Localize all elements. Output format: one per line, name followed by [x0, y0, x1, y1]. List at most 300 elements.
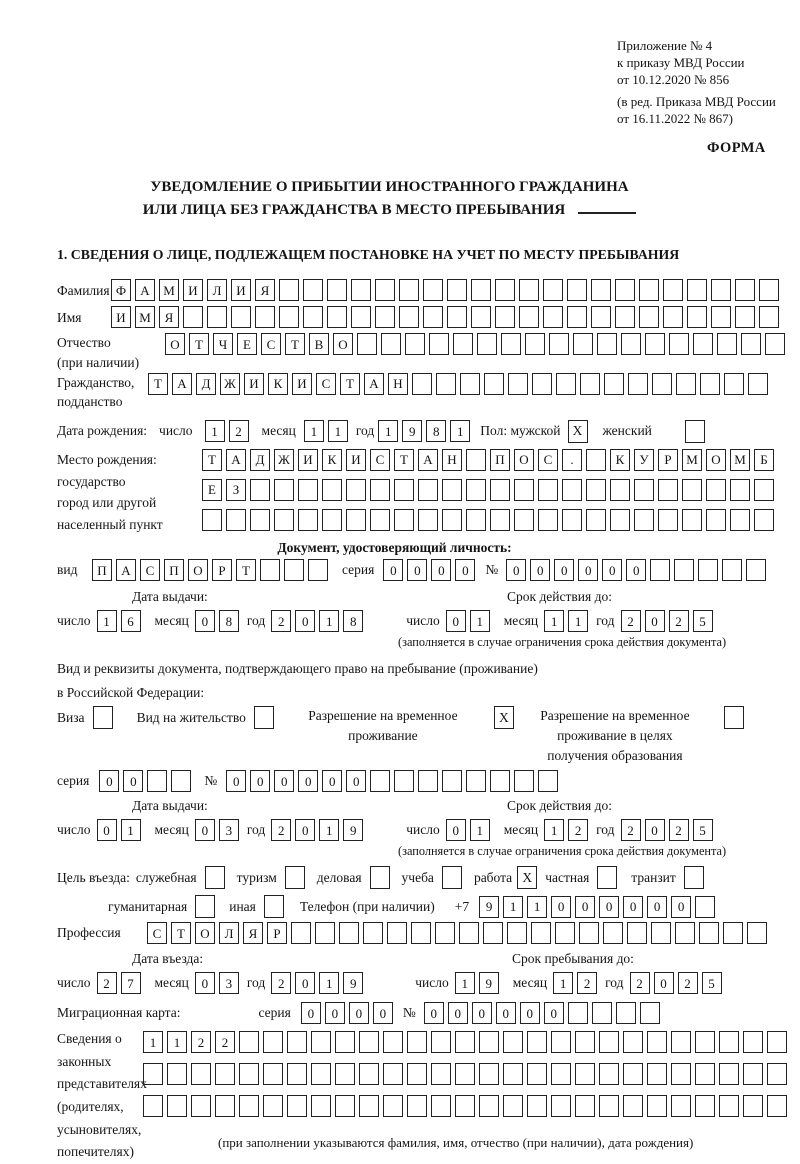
- char-box: 0: [431, 559, 451, 581]
- char-box: [682, 479, 702, 501]
- char-box: [647, 1063, 667, 1085]
- char-box: 7: [121, 972, 141, 994]
- char-box: [143, 1063, 163, 1085]
- char-box: [263, 1031, 283, 1053]
- migration-card-label: Миграционная карта:: [57, 1005, 181, 1021]
- name-label: Имя: [57, 309, 82, 325]
- char-box: [471, 279, 491, 301]
- char-box: [549, 333, 569, 355]
- char-box: 2: [621, 819, 641, 841]
- char-box: [315, 922, 335, 944]
- char-box: 1: [328, 420, 348, 442]
- name-boxes: [111, 306, 779, 328]
- char-box: [471, 306, 491, 328]
- char-box: [575, 1063, 595, 1085]
- doc-series-boxes: [383, 559, 475, 581]
- char-box: [287, 1031, 307, 1053]
- char-box: 0: [671, 896, 691, 918]
- char-box: [651, 922, 671, 944]
- citizenship-row: [57, 373, 792, 412]
- char-box: [730, 509, 750, 531]
- char-box: 2: [630, 972, 650, 994]
- char-box: [418, 770, 438, 792]
- char-box: [423, 279, 443, 301]
- char-box: [671, 1095, 691, 1117]
- char-box: [652, 373, 672, 395]
- char-box: [580, 373, 600, 395]
- birthplace-row: [57, 449, 792, 536]
- patronymic-label: Отчество (при наличии): [57, 335, 140, 371]
- char-box: [650, 559, 670, 581]
- char-box: Р: [267, 922, 287, 944]
- char-box: [202, 509, 222, 531]
- char-box: 1: [319, 610, 339, 632]
- char-box: 1: [143, 1031, 163, 1053]
- char-box: [717, 333, 737, 355]
- residence-dates-block: [57, 798, 792, 859]
- char-box: [381, 333, 401, 355]
- char-box: [706, 479, 726, 501]
- char-box: [615, 306, 635, 328]
- purpose-other: иная: [229, 895, 284, 918]
- char-box: 0: [448, 1002, 468, 1024]
- char-box: [538, 770, 558, 792]
- month-label: месяц: [261, 423, 296, 439]
- char-box: [191, 1063, 211, 1085]
- char-box: 0: [346, 770, 366, 792]
- char-box: 0: [274, 770, 294, 792]
- identity-dates-block: [57, 589, 792, 650]
- char-box: [567, 279, 587, 301]
- phone-label: Телефон (при наличии): [299, 898, 435, 914]
- char-box: [399, 279, 419, 301]
- char-box: [383, 1063, 403, 1085]
- char-box: [695, 1095, 715, 1117]
- char-box: [327, 306, 347, 328]
- appendix-line: Приложение № 4: [617, 38, 713, 53]
- char-box: [351, 306, 371, 328]
- char-box: [575, 1031, 595, 1053]
- char-box: 0: [301, 1002, 321, 1024]
- expiry-day-boxes: [446, 610, 490, 632]
- char-box: [551, 1031, 571, 1053]
- char-box: 0: [626, 559, 646, 581]
- appendix-line: к приказу МВД России: [617, 54, 745, 70]
- char-box: [466, 509, 486, 531]
- char-box: [592, 1002, 612, 1024]
- residence-intro: Вид и реквизиты документа, подтверждающего право на пребывание (проживание) в Российской Федерации:: [57, 661, 538, 700]
- char-box: А: [418, 449, 438, 471]
- char-box: [359, 1063, 379, 1085]
- char-box: 8: [343, 610, 363, 632]
- char-box: [351, 279, 371, 301]
- char-box: 0: [544, 1002, 564, 1024]
- guardians-row: [57, 1028, 792, 1164]
- char-box: [284, 559, 304, 581]
- char-box: [627, 922, 647, 944]
- char-box: Е: [237, 333, 257, 355]
- char-box: [407, 1063, 427, 1085]
- char-box: [436, 373, 456, 395]
- char-box: [562, 479, 582, 501]
- char-box: [370, 509, 390, 531]
- char-box: 1: [319, 819, 339, 841]
- char-box: [759, 306, 779, 328]
- char-box: [453, 333, 473, 355]
- char-box: [599, 1031, 619, 1053]
- char-box: 0: [97, 819, 117, 841]
- char-box: [527, 1063, 547, 1085]
- char-box: 5: [702, 972, 722, 994]
- char-box: [171, 770, 191, 792]
- option-edu-permit: Разрешение на временное проживание в целях получения образования: [526, 706, 744, 765]
- option-temp-permit: Разрешение на временное проживание X: [292, 706, 514, 745]
- char-box: [207, 306, 227, 328]
- char-box: [695, 1031, 715, 1053]
- char-box: [700, 373, 720, 395]
- char-box: [519, 306, 539, 328]
- char-box: [527, 1095, 547, 1117]
- char-box: [765, 333, 785, 355]
- migration-series-label: серия: [258, 1005, 291, 1021]
- char-box: [327, 279, 347, 301]
- char-box: [459, 922, 479, 944]
- char-box: [394, 770, 414, 792]
- char-box: [591, 279, 611, 301]
- char-box: [490, 770, 510, 792]
- char-box: [663, 306, 683, 328]
- residence-number-boxes: [226, 770, 558, 792]
- char-box: [298, 479, 318, 501]
- doc-kind-boxes: [92, 559, 328, 581]
- issue-day-boxes: [97, 819, 141, 841]
- title-underline: [578, 212, 636, 214]
- char-box: [411, 922, 431, 944]
- guardians-line3-boxes: [143, 1095, 787, 1117]
- char-box: [423, 306, 443, 328]
- char-box: [183, 306, 203, 328]
- char-box: [442, 479, 462, 501]
- char-box: У: [634, 449, 654, 471]
- guardians-line1-boxes: [143, 1031, 787, 1053]
- entry-year-boxes: [271, 972, 363, 994]
- char-box: [675, 922, 695, 944]
- char-box: Т: [189, 333, 209, 355]
- patronymic-row: [57, 333, 792, 372]
- char-box: [599, 1095, 619, 1117]
- guardians-boxes-group: [143, 1028, 787, 1151]
- form-title-line2: ИЛИ ЛИЦА БЕЗ ГРАЖДАНСТВА В МЕСТО ПРЕБЫВАНИЯ: [142, 201, 566, 218]
- char-box: [231, 306, 251, 328]
- purpose-private: частная: [545, 866, 617, 889]
- char-box: [370, 770, 390, 792]
- char-box: [639, 279, 659, 301]
- char-box: [610, 479, 630, 501]
- char-box: С: [261, 333, 281, 355]
- study-checkbox: [442, 866, 462, 889]
- expiry-year-boxes: [621, 819, 713, 841]
- char-box: Н: [442, 449, 462, 471]
- purpose-row-1: [57, 866, 792, 889]
- char-box: [616, 1002, 636, 1024]
- char-box: [274, 509, 294, 531]
- char-box: 1: [319, 972, 339, 994]
- char-box: [394, 479, 414, 501]
- char-box: О: [706, 449, 726, 471]
- stay-month-boxes: [553, 972, 597, 994]
- residence-series-boxes: [99, 770, 191, 792]
- char-box: 2: [271, 610, 291, 632]
- purpose-humanitarian: гуманитарная: [108, 895, 215, 918]
- char-box: [435, 922, 455, 944]
- char-box: [455, 1063, 475, 1085]
- char-box: Т: [394, 449, 414, 471]
- char-box: [495, 279, 515, 301]
- char-box: 0: [645, 819, 665, 841]
- char-box: С: [147, 922, 167, 944]
- residence-series-label: серия: [57, 773, 90, 789]
- char-box: [743, 1031, 763, 1053]
- char-box: 1: [527, 896, 547, 918]
- char-box: [495, 306, 515, 328]
- char-box: 0: [645, 610, 665, 632]
- char-box: Л: [219, 922, 239, 944]
- char-box: [687, 279, 707, 301]
- char-box: [538, 479, 558, 501]
- char-box: [556, 373, 576, 395]
- char-box: Т: [285, 333, 305, 355]
- char-box: [741, 333, 761, 355]
- entry-dates-row: число 2 7 месяц 0 3 год 2 0 1 9 число 1 9 месяц 1 2 год 2 0 2 5: [57, 972, 792, 994]
- char-box: [767, 1031, 787, 1053]
- name-row: [57, 306, 792, 328]
- male-checkbox: X: [568, 420, 588, 443]
- birthplace-line3-boxes: [202, 509, 774, 531]
- char-box: [735, 306, 755, 328]
- char-box: 1: [470, 610, 490, 632]
- identity-doc-heading: Документ, удостоверяющий личность:: [277, 540, 512, 556]
- doc-series-label: серия: [342, 562, 375, 578]
- char-box: 5: [693, 819, 713, 841]
- char-box: [623, 1063, 643, 1085]
- char-box: [525, 333, 545, 355]
- char-box: [479, 1095, 499, 1117]
- char-box: 0: [298, 770, 318, 792]
- residence-options-row: [57, 706, 792, 765]
- char-box: [279, 279, 299, 301]
- char-box: О: [514, 449, 534, 471]
- char-box: [754, 509, 774, 531]
- char-box: К: [610, 449, 630, 471]
- char-box: П: [164, 559, 184, 581]
- char-box: [322, 509, 342, 531]
- char-box: И: [231, 279, 251, 301]
- char-box: 6: [121, 610, 141, 632]
- char-box: [335, 1031, 355, 1053]
- char-box: [647, 1031, 667, 1053]
- char-box: 1: [304, 420, 324, 442]
- char-box: [615, 279, 635, 301]
- char-box: 3: [219, 972, 239, 994]
- char-box: [531, 922, 551, 944]
- char-box: [640, 1002, 660, 1024]
- char-box: 2: [669, 819, 689, 841]
- amendment-line: (в ред. Приказа МВД России: [617, 93, 776, 109]
- purpose-official: служебная: [136, 866, 225, 889]
- char-box: 1: [470, 819, 490, 841]
- birthdate-row: [57, 420, 792, 443]
- char-box: [394, 509, 414, 531]
- guardians-note: (при заполнении указываются фамилия, имя, отчество (при наличии), дата рождения): [218, 1135, 694, 1151]
- visa-checkbox: [93, 706, 113, 729]
- char-box: 0: [407, 559, 427, 581]
- phone-boxes: [479, 896, 715, 918]
- entry-month-boxes: [195, 972, 239, 994]
- char-box: Б: [754, 449, 774, 471]
- profession-row: [57, 922, 792, 944]
- char-box: [335, 1063, 355, 1085]
- char-box: А: [116, 559, 136, 581]
- char-box: 0: [383, 559, 403, 581]
- char-box: И: [183, 279, 203, 301]
- char-box: 8: [219, 610, 239, 632]
- stay-day-boxes: [455, 972, 499, 994]
- option-visa: Виза: [57, 706, 113, 729]
- char-box: [383, 1031, 403, 1053]
- temp-permit-checkbox: X: [494, 706, 514, 729]
- char-box: 0: [530, 559, 550, 581]
- char-box: [671, 1031, 691, 1053]
- char-box: 1: [121, 819, 141, 841]
- char-box: [514, 479, 534, 501]
- char-box: 0: [654, 972, 674, 994]
- char-box: [586, 449, 606, 471]
- birthplace-boxes-group: [202, 449, 774, 531]
- char-box: [543, 306, 563, 328]
- tourism-checkbox: [285, 866, 305, 889]
- birth-day-boxes: [205, 420, 249, 442]
- char-box: А: [364, 373, 384, 395]
- char-box: И: [346, 449, 366, 471]
- char-box: [645, 333, 665, 355]
- char-box: [287, 1063, 307, 1085]
- char-box: 0: [99, 770, 119, 792]
- char-box: [532, 373, 552, 395]
- char-box: [447, 279, 467, 301]
- char-box: Я: [243, 922, 263, 944]
- char-box: [519, 279, 539, 301]
- purpose-study: учеба: [402, 866, 462, 889]
- char-box: [628, 373, 648, 395]
- char-box: [567, 306, 587, 328]
- day-label: число: [159, 423, 193, 439]
- char-box: П: [490, 449, 510, 471]
- char-box: 1: [455, 972, 475, 994]
- char-box: [767, 1063, 787, 1085]
- char-box: 5: [693, 610, 713, 632]
- private-checkbox: [597, 866, 617, 889]
- char-box: 2: [97, 972, 117, 994]
- char-box: [603, 922, 623, 944]
- doc-number-sign: №: [485, 562, 499, 578]
- expiry-date-header: Срок действия до:: [507, 589, 612, 605]
- char-box: [399, 306, 419, 328]
- guardians-label: Сведения о законных представителях (родителях, усыновителях, попечителях): [57, 1031, 147, 1160]
- migration-number-sign: №: [402, 1005, 416, 1021]
- identity-dates-row: число 1 6 месяц 0 8 год 2 0 1 8 число 0 1 месяц 1 1 год 2 0 2 5: [57, 610, 792, 632]
- migration-number-boxes: [424, 1002, 660, 1024]
- issue-date-header: Дата выдачи:: [132, 798, 208, 814]
- char-box: [279, 306, 299, 328]
- issue-year-boxes: [271, 610, 363, 632]
- expiry-note: (заполняется в случае ограничения срока действия документа): [398, 844, 727, 859]
- char-box: 9: [402, 420, 422, 442]
- char-box: 1: [205, 420, 225, 442]
- guardians-line2-boxes: [143, 1063, 787, 1085]
- char-box: [568, 1002, 588, 1024]
- char-box: [746, 559, 766, 581]
- char-box: 0: [496, 1002, 516, 1024]
- char-box: [693, 333, 713, 355]
- char-box: 0: [295, 972, 315, 994]
- phone-prefix: +7: [454, 898, 470, 914]
- char-box: Е: [202, 479, 222, 501]
- char-box: [586, 509, 606, 531]
- purpose-transit: транзит: [631, 866, 704, 889]
- female-checkbox: [685, 420, 705, 443]
- char-box: [508, 373, 528, 395]
- char-box: [503, 1063, 523, 1085]
- issue-month-boxes: [195, 819, 239, 841]
- char-box: [303, 306, 323, 328]
- char-box: [604, 373, 624, 395]
- char-box: [743, 1063, 763, 1085]
- expiry-date-header: Срок действия до:: [507, 798, 612, 814]
- char-box: [431, 1031, 451, 1053]
- residence-dates-row: число 0 1 месяц 0 3 год 2 0 1 9 число 0 1 месяц 1 2 год 2 0 2 5: [57, 819, 792, 841]
- surname-boxes: [111, 279, 779, 301]
- char-box: [250, 509, 270, 531]
- char-box: [623, 1095, 643, 1117]
- char-box: 1: [544, 610, 564, 632]
- char-box: 0: [226, 770, 246, 792]
- char-box: [291, 922, 311, 944]
- char-box: [767, 1095, 787, 1117]
- char-box: М: [159, 279, 179, 301]
- char-box: [671, 1063, 691, 1085]
- char-box: 0: [472, 1002, 492, 1024]
- form-title: [57, 176, 722, 221]
- char-box: [711, 306, 731, 328]
- char-box: 2: [568, 819, 588, 841]
- char-box: И: [292, 373, 312, 395]
- char-box: 0: [195, 610, 215, 632]
- char-box: [573, 333, 593, 355]
- char-box: [647, 1095, 667, 1117]
- char-box: [723, 922, 743, 944]
- char-box: [455, 1095, 475, 1117]
- char-box: О: [188, 559, 208, 581]
- char-box: Н: [388, 373, 408, 395]
- char-box: [311, 1031, 331, 1053]
- char-box: [711, 279, 731, 301]
- char-box: 0: [295, 819, 315, 841]
- work-checkbox: X: [517, 866, 537, 889]
- purpose-tourism: туризм: [237, 866, 305, 889]
- char-box: [418, 479, 438, 501]
- char-box: 0: [446, 819, 466, 841]
- char-box: [658, 479, 678, 501]
